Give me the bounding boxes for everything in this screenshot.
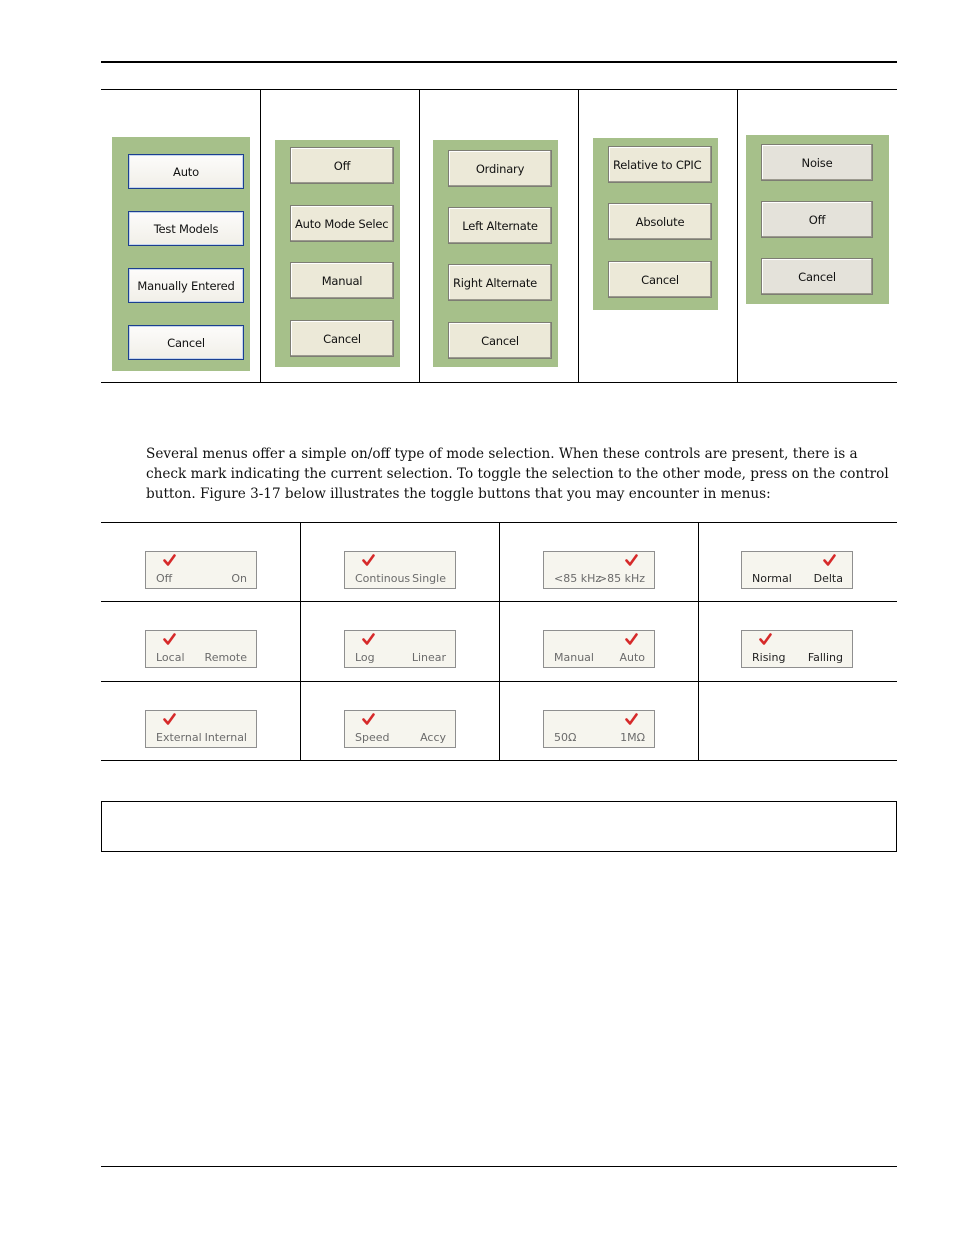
menu-button-auto[interactable]: Auto xyxy=(128,154,244,189)
toggle-left-label: Log xyxy=(355,651,375,664)
toggle-button[interactable] xyxy=(741,630,853,668)
figure1-divider xyxy=(260,89,261,383)
menu-button-cancel[interactable]: Cancel xyxy=(761,258,873,295)
toggle-right-label: Single xyxy=(412,572,446,585)
toggle-button[interactable] xyxy=(145,551,257,589)
toggle-left-label: External xyxy=(156,731,202,744)
toggle-right-label: Delta xyxy=(813,572,843,585)
toggle-left-label: 50Ω xyxy=(554,731,577,744)
figure1-divider xyxy=(419,89,420,383)
toggle-right-label: Falling xyxy=(807,651,843,664)
toggle-left-label: Normal xyxy=(752,572,792,585)
toggle-left-label: Off xyxy=(156,572,173,585)
checkmark-icon xyxy=(163,713,176,726)
menu-button-right-alternate[interactable]: Right Alternate xyxy=(448,264,552,301)
menu-button-cancel[interactable]: Cancel xyxy=(128,325,244,360)
toggle-right-label: Auto xyxy=(619,651,645,664)
toggle-left-label: Continous xyxy=(355,572,411,585)
menu-panel-3 xyxy=(433,140,558,367)
menu-panel-5 xyxy=(746,135,889,304)
menu-button-cancel[interactable]: Cancel xyxy=(608,261,712,298)
toggle-left-label: Manual xyxy=(554,651,594,664)
checkmark-icon xyxy=(163,554,176,567)
menu-button-relative-to-cpich[interactable]: Relative to CPIC xyxy=(608,146,712,183)
checkmark-icon xyxy=(362,554,375,567)
toggle-right-label: Accy xyxy=(420,731,446,744)
toggle-button[interactable] xyxy=(543,630,655,668)
menu-button-absolute[interactable]: Absolute xyxy=(608,203,712,240)
menu-button-auto-mode-select[interactable]: Auto Mode Selec xyxy=(290,205,394,242)
menu-button-manually-entered[interactable]: Manually Entered xyxy=(128,268,244,303)
toggle-right-label: Internal xyxy=(204,731,247,744)
checkmark-icon xyxy=(163,633,176,646)
checkmark-icon xyxy=(362,713,375,726)
toggle-left-label: Rising xyxy=(752,651,786,664)
toggle-left-label: Local xyxy=(156,651,185,664)
toggle-button[interactable] xyxy=(344,551,456,589)
figure1-divider xyxy=(578,89,579,383)
toggle-grid-divider xyxy=(698,522,699,761)
figure1-top-border xyxy=(101,89,897,90)
menu-panel-2 xyxy=(275,140,400,367)
menu-button-cancel[interactable]: Cancel xyxy=(290,320,394,357)
toggle-button[interactable] xyxy=(543,551,655,589)
toggle-button[interactable] xyxy=(145,630,257,668)
toggle-right-label: On xyxy=(231,572,247,585)
menu-button-cancel[interactable]: Cancel xyxy=(448,322,552,359)
toggle-button[interactable] xyxy=(344,630,456,668)
menu-button-off[interactable]: Off xyxy=(761,201,873,238)
menu-button-left-alternate[interactable]: Left Alternate xyxy=(448,207,552,244)
toggle-button[interactable] xyxy=(344,710,456,748)
toggle-button[interactable] xyxy=(741,551,853,589)
header-rule xyxy=(101,61,897,63)
figure1-divider xyxy=(737,89,738,383)
checkmark-icon xyxy=(759,633,772,646)
checkmark-icon xyxy=(362,633,375,646)
note-box xyxy=(101,801,897,852)
toggle-button[interactable] xyxy=(543,710,655,748)
menu-button-off[interactable]: Off xyxy=(290,147,394,184)
menu-button-manual[interactable]: Manual xyxy=(290,262,394,299)
toggle-right-label: >85 kHz xyxy=(597,572,645,585)
footer-rule xyxy=(101,1166,897,1167)
toggle-button[interactable] xyxy=(145,710,257,748)
body-paragraph: Several menus offer a simple on/off type of mode selection. When these controls are present, there is a check mark indicating the current selection. To toggle the selection to the other mode, press on the control button. Figure 3-17 below illustrates the toggle buttons that you may encounter in menus: xyxy=(146,446,889,502)
toggle-left-label: Speed xyxy=(355,731,390,744)
checkmark-icon xyxy=(625,554,638,567)
figure1-bottom-border xyxy=(101,382,897,383)
checkmark-icon xyxy=(823,554,836,567)
toggle-right-label: Linear xyxy=(411,651,446,664)
menu-panel-1 xyxy=(112,137,250,371)
toggle-grid-divider xyxy=(499,522,500,761)
toggle-right-label: 1MΩ xyxy=(620,731,645,744)
menu-button-test-models[interactable]: Test Models xyxy=(128,211,244,246)
menu-button-noise[interactable]: Noise xyxy=(761,144,873,181)
menu-panel-4 xyxy=(593,138,718,310)
checkmark-icon xyxy=(625,713,638,726)
toggle-grid-divider xyxy=(300,522,301,761)
checkmark-icon xyxy=(625,633,638,646)
toggle-left-label: <85 kHz xyxy=(554,572,602,585)
toggle-right-label: Remote xyxy=(204,651,247,664)
menu-button-ordinary[interactable]: Ordinary xyxy=(448,150,552,187)
